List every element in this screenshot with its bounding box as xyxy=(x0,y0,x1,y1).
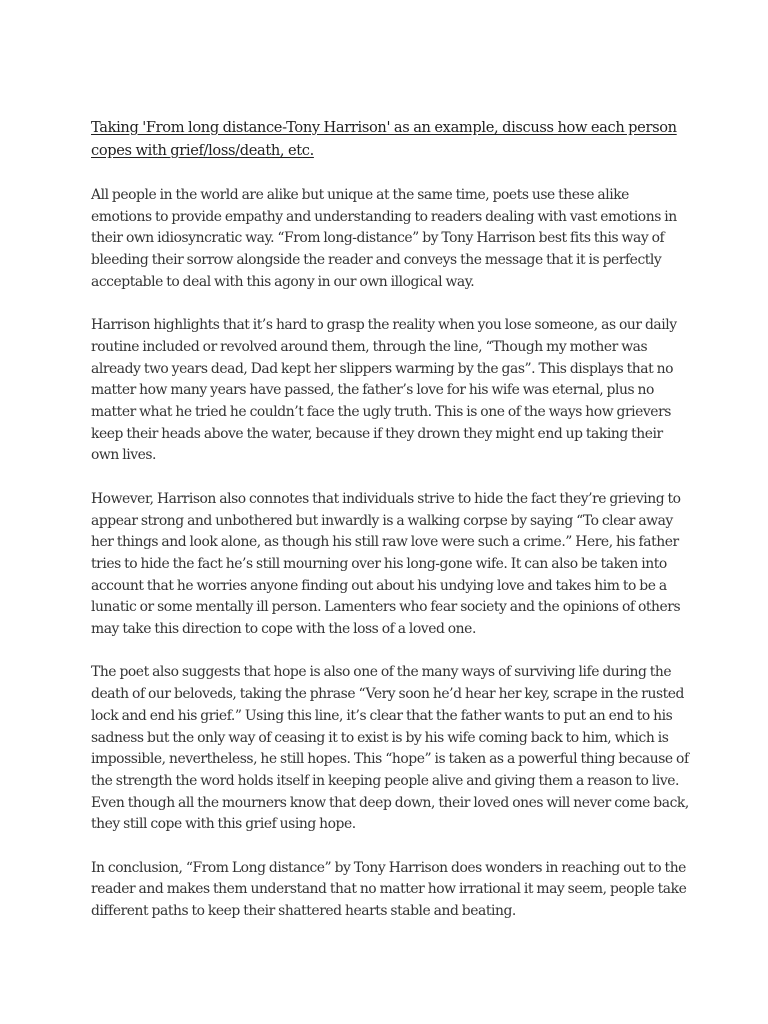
paragraph-introduction: All people in the world are alike but unique at the same time, poets use these alike emotions to provide empathy and understanding to readers dealing with vast emotions in their own idiosyncratic way. “From long-distance” by Tony Harrison best fits this way of bleeding their sorrow alongside the reader and conveys the message that it is perfectly acceptable to deal with this agony in our own illogical way. xyxy=(91,187,677,290)
paragraph-slippers: Harrison highlights that it’s hard to grasp the reality when you lose someone, as our daily routine included or revolved around them, through the line, “Though my mother was already two years dead, Dad kept her slippers warming by the gas”. This displays that no matter how many years have passed, the father’s love for his wife was eternal, plus no matter what he tried he couldn’t face the ugly truth. This is one of the ways how grievers keep their heads above the water, because if they drown they might end up taking their own lives. xyxy=(91,317,677,464)
document-body xyxy=(91,116,691,945)
essay-title: Taking 'From long distance-Tony Harrison' as an example, discuss how each person copes with grief/loss/death, etc. xyxy=(91,119,677,159)
paragraph-conclusion: In conclusion, “From Long distance” by Tony Harrison does wonders in reaching out to the reader and makes them understand that no matter how irrational it may seem, people take different paths to keep their shattered hearts stable and beating. xyxy=(91,859,687,920)
paragraph-hope: The poet also suggests that hope is also one of the many ways of surviving life during the death of our beloveds, taking the phrase “Very soon he’d hear her key, scrape in the rusted lock and end his grief.” Using this line, it’s clear that the father wants to put an end to his sadness but the only way of ceasing it to exist is by his wife coming back to him, which is impossible, nevertheless, he still hopes. This “hope” is taken as a powerful thing because of the strength the word holds itself in keeping people alive and giving them a reason to live. Even though all the mourners know that deep down, their loved ones will never come back, they still cope with this grief using hope. xyxy=(91,664,689,833)
paragraph-hiding-grief: However, Harrison also connotes that individuals strive to hide the fact they’re grieving to appear strong and unbothered but inwardly is a walking corpse by saying “To clear away her things and look alone, as though his still raw love were such a crime.” Here, his father tries to hide the fact he’s still mourning over his long-gone wife. It can also be taken into account that he worries anyone finding out about his undying love and takes him to be a lunatic or some mentally ill person. Lamenters who fear society and the opinions of others may take this direction to cope with the loss of a loved one. xyxy=(91,490,681,638)
